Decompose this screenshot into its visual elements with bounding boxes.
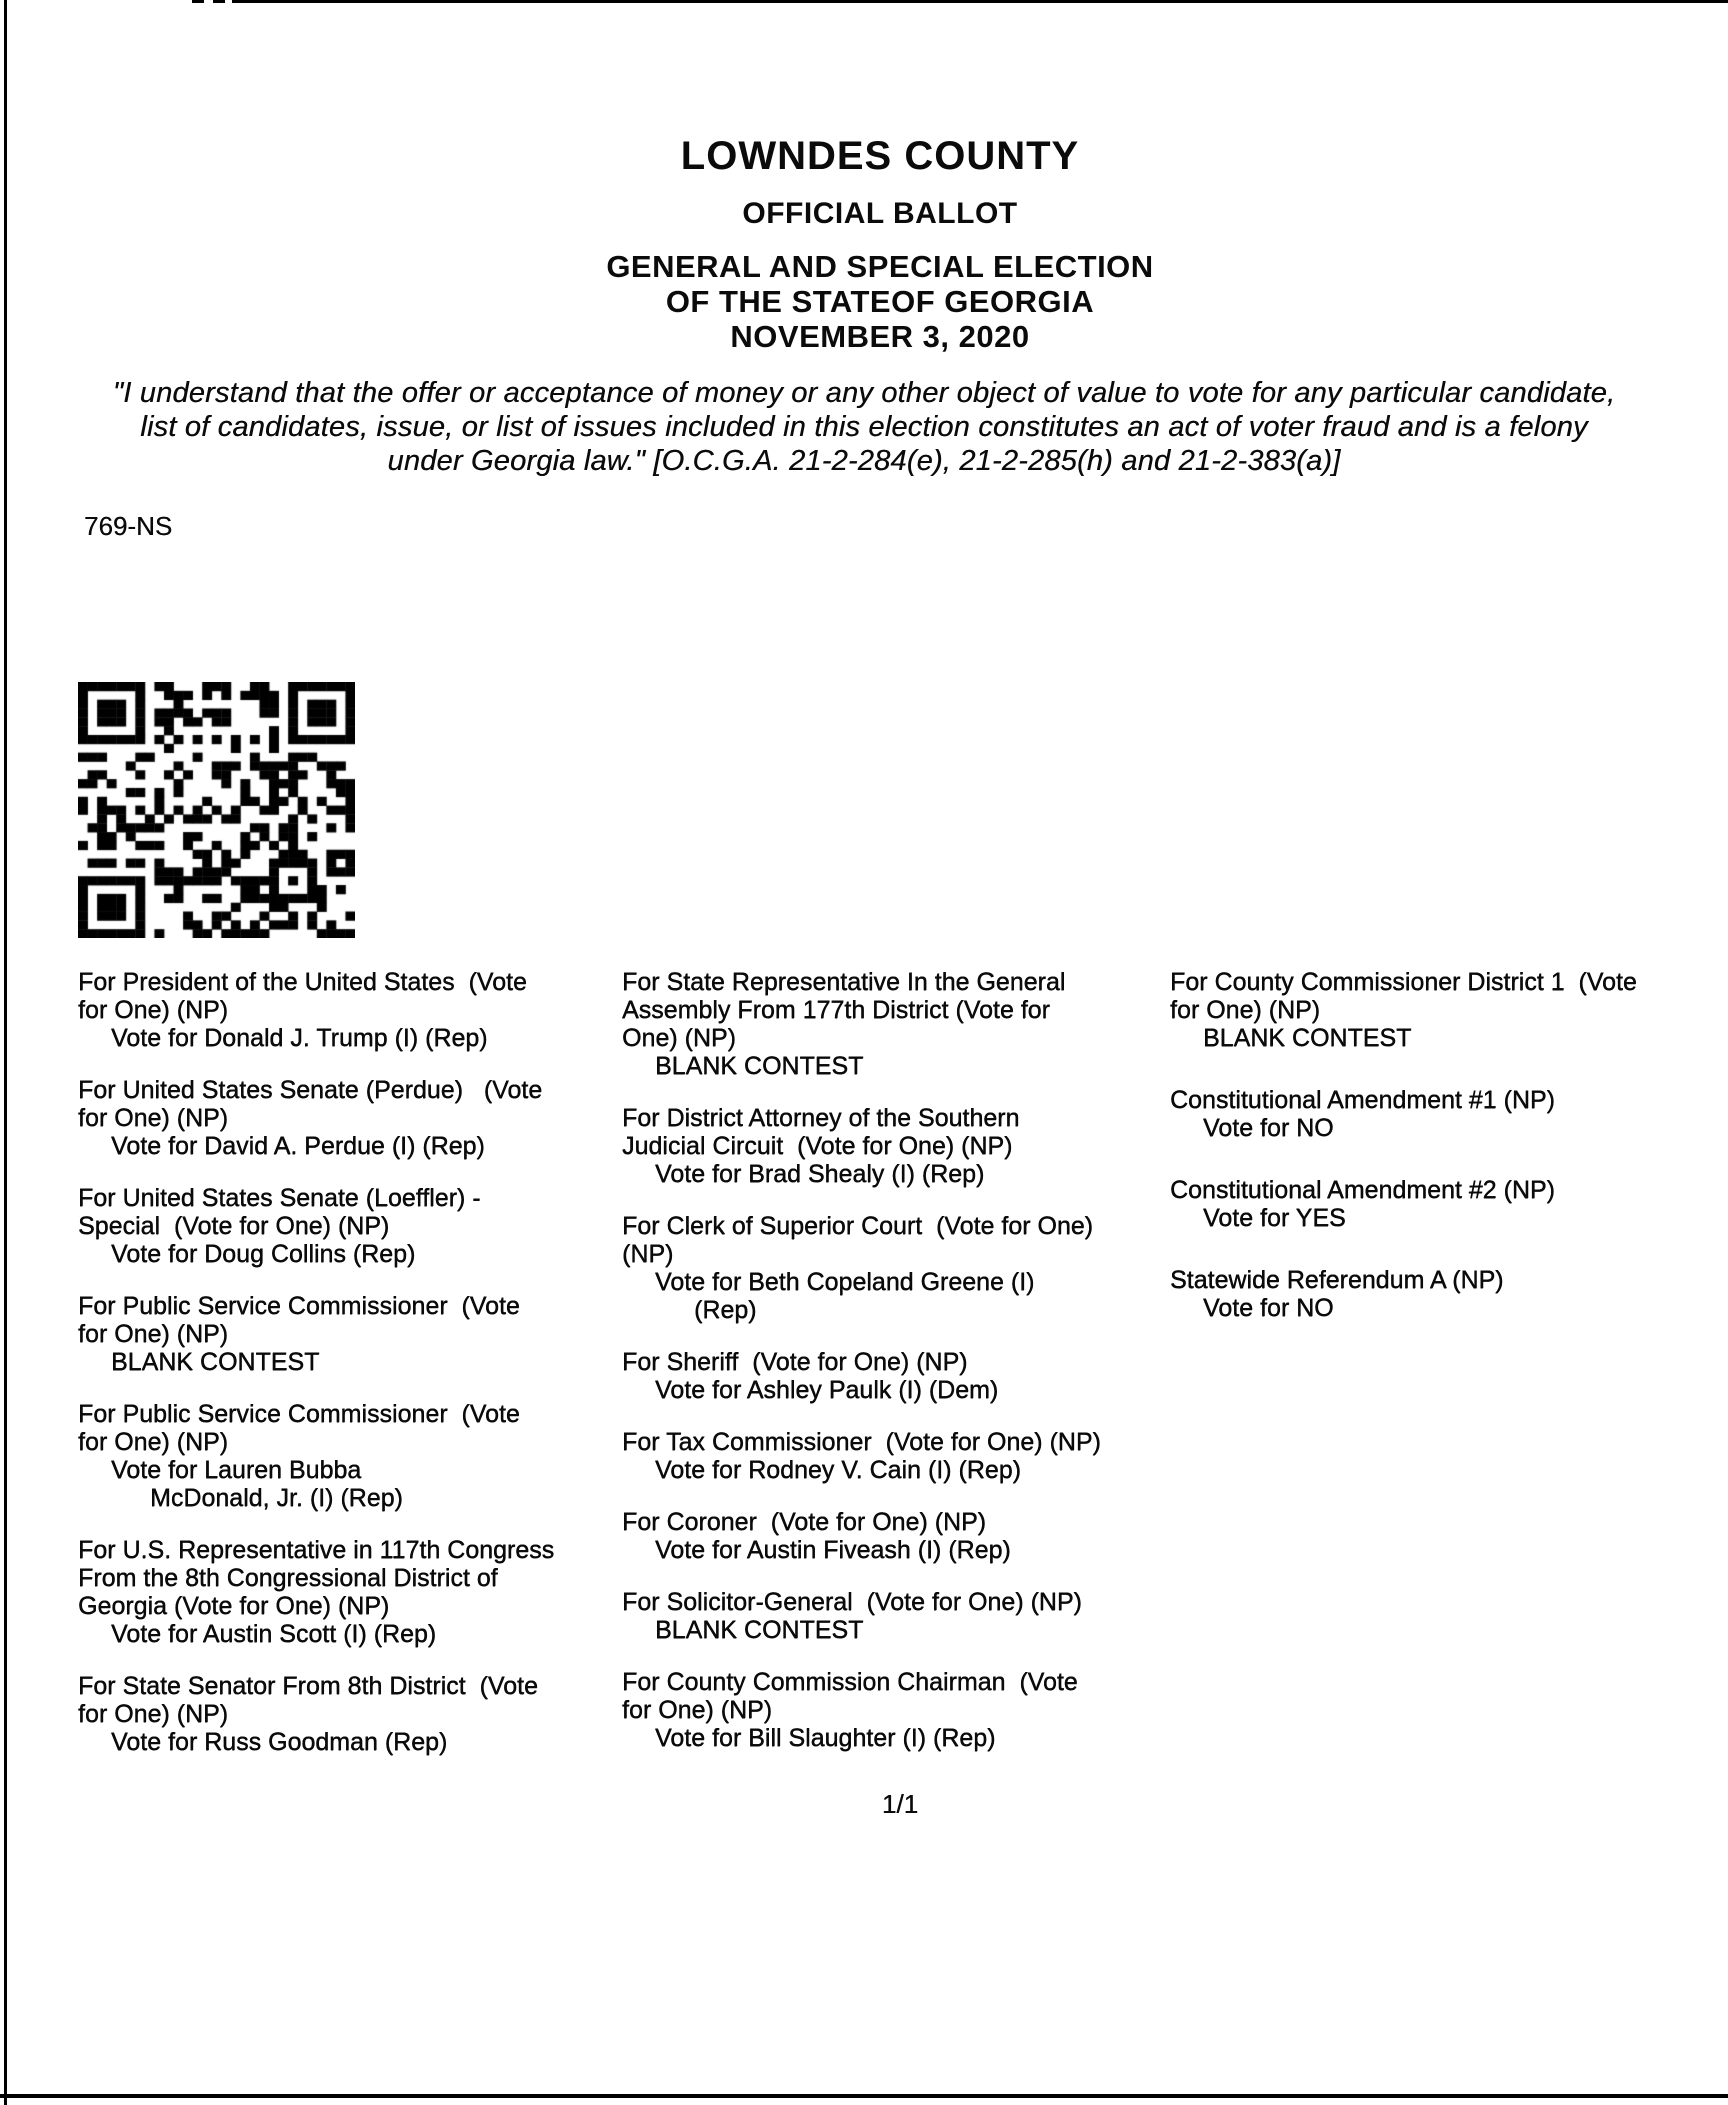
- contest-title-line: One) (NP): [622, 1024, 736, 1052]
- page-border-top-dashed: [192, 0, 234, 3]
- contest-block: [1170, 1266, 1728, 1322]
- contest-title-line: For Solicitor-General (Vote for One) (NP): [622, 1588, 1082, 1616]
- contest-block: [622, 1588, 1170, 1644]
- contest-block: [622, 1348, 1170, 1404]
- vote-line: Vote for David A. Perdue (I) (Rep): [111, 1132, 485, 1160]
- ballot-style-code: 769-NS: [84, 511, 173, 541]
- contest-block: [78, 1536, 623, 1648]
- disclaimer-line-3: under Georgia law." [O.C.G.A. 21-2-284(e), 21-2-285(h) and 21-2-383(a)]: [387, 445, 1341, 477]
- contest-block: [622, 1212, 1170, 1324]
- contest-block: [78, 1184, 623, 1268]
- vote-line: Vote for Doug Collins (Rep): [111, 1240, 416, 1268]
- contest-title-line: for One) (NP): [78, 1700, 229, 1728]
- contest-title-line: Georgia (Vote for One) (NP): [78, 1592, 390, 1620]
- election-title-line3: NOVEMBER 3, 2020: [730, 319, 1030, 354]
- contest-title-line: For District Attorney of the Southern: [622, 1104, 1020, 1132]
- vote-line: Vote for Brad Shealy (I) (Rep): [655, 1160, 985, 1188]
- contest-title-line: For State Senator From 8th District (Vote: [78, 1672, 538, 1700]
- contest-block: [622, 968, 1170, 1080]
- ballot-type-title: OFFICIAL BALLOT: [742, 197, 1018, 230]
- page-number: 1/1: [881, 1789, 919, 1819]
- contest-title-line: For County Commission Chairman (Vote: [622, 1668, 1078, 1696]
- vote-line: Vote for Austin Scott (I) (Rep): [111, 1620, 437, 1648]
- vote-line: BLANK CONTEST: [655, 1052, 864, 1080]
- vote-line: Vote for NO: [1203, 1114, 1334, 1142]
- contest-title-line: for One) (NP): [78, 996, 229, 1024]
- contest-block: [1170, 1176, 1728, 1232]
- vote-line: Vote for Ashley Paulk (I) (Dem): [655, 1376, 999, 1404]
- contest-title-line: for One) (NP): [78, 1428, 229, 1456]
- contest-block: [78, 1292, 623, 1376]
- vote-line: Vote for NO: [1203, 1294, 1334, 1322]
- ballot-column-3: [1170, 968, 1728, 1356]
- contest-title-line: Constitutional Amendment #2 (NP): [1170, 1176, 1555, 1204]
- contest-title-line: Statewide Referendum A (NP): [1170, 1266, 1504, 1294]
- contest-block: [78, 1400, 623, 1512]
- county-title: LOWNDES COUNTY: [680, 134, 1080, 178]
- contest-block: [1170, 1086, 1728, 1142]
- contest-title-line: For Public Service Commissioner (Vote: [78, 1292, 520, 1320]
- page-border-bottom: [0, 2094, 1728, 2098]
- contest-title-line: For United States Senate (Loeffler) -: [78, 1184, 481, 1212]
- contest-title-line: For Clerk of Superior Court (Vote for One): [622, 1212, 1094, 1240]
- contest-title-line: For President of the United States (Vote: [78, 968, 527, 996]
- contest-title-line: For Public Service Commissioner (Vote: [78, 1400, 520, 1428]
- contest-title-line: for One) (NP): [622, 1696, 773, 1724]
- contest-title-line: For Tax Commissioner (Vote for One) (NP): [622, 1428, 1101, 1456]
- vote-line: Vote for Beth Copeland Greene (I): [655, 1268, 1035, 1296]
- contest-title-line: From the 8th Congressional District of: [78, 1564, 498, 1592]
- vote-line: Vote for Lauren Bubba: [111, 1456, 362, 1484]
- vote-line: McDonald, Jr. (I) (Rep): [150, 1484, 403, 1512]
- contest-title-line: For United States Senate (Perdue) (Vote: [78, 1076, 543, 1104]
- contest-title-line: for One) (NP): [1170, 996, 1321, 1024]
- contest-title-line: For Coroner (Vote for One) (NP): [622, 1508, 987, 1536]
- disclaimer-line-2: list of candidates, issue, or list of issues included in this election constitutes an act of voter fraud and is a felony: [140, 411, 1588, 443]
- vote-line: Vote for Russ Goodman (Rep): [111, 1728, 448, 1756]
- contest-title-line: For County Commissioner District 1 (Vote: [1170, 968, 1637, 996]
- contest-title-line: For U.S. Representative in 117th Congress: [78, 1536, 555, 1564]
- vote-line: BLANK CONTEST: [655, 1616, 864, 1644]
- election-title-line1: GENERAL AND SPECIAL ELECTION: [606, 249, 1154, 284]
- contest-block: [622, 1508, 1170, 1564]
- election-title-line2: OF THE STATEOF GEORGIA: [665, 284, 1095, 319]
- contest-title-line: Judicial Circuit (Vote for One) (NP): [622, 1132, 1013, 1160]
- contest-block: [78, 1076, 623, 1160]
- vote-line: Vote for Bill Slaughter (I) (Rep): [655, 1724, 996, 1752]
- ballot-column-1: [78, 968, 623, 1780]
- contest-block: [622, 1428, 1170, 1484]
- contest-title-line: for One) (NP): [78, 1320, 229, 1348]
- vote-line: Vote for Donald J. Trump (I) (Rep): [111, 1024, 488, 1052]
- contest-title-line: Assembly From 177th District (Vote for: [622, 996, 1050, 1024]
- disclaimer-line-1: "I understand that the offer or acceptance of money or any other object of value to vote for any particular candidate,: [112, 377, 1616, 409]
- vote-line: Vote for YES: [1203, 1204, 1346, 1232]
- page-border-left: [4, 0, 7, 2105]
- contest-title-line: (NP): [622, 1240, 674, 1268]
- contest-block: [78, 1672, 623, 1756]
- contest-block: [78, 968, 623, 1052]
- contest-title-line: for One) (NP): [78, 1104, 229, 1132]
- vote-line: Vote for Austin Fiveash (I) (Rep): [655, 1536, 1011, 1564]
- ballot-column-2: [622, 968, 1170, 1776]
- contest-block: [622, 1668, 1170, 1752]
- vote-line: BLANK CONTEST: [111, 1348, 320, 1376]
- contest-title-line: For Sheriff (Vote for One) (NP): [622, 1348, 968, 1376]
- contest-title-line: For State Representative In the General: [622, 968, 1066, 996]
- vote-line: Vote for Rodney V. Cain (I) (Rep): [655, 1456, 1021, 1484]
- vote-line: BLANK CONTEST: [1203, 1024, 1412, 1052]
- contest-title-line: Constitutional Amendment #1 (NP): [1170, 1086, 1555, 1114]
- qr-code-icon: [78, 682, 355, 938]
- vote-line: (Rep): [694, 1296, 757, 1324]
- contest-block: [1170, 968, 1728, 1052]
- contest-title-line: Special (Vote for One) (NP): [78, 1212, 390, 1240]
- contest-block: [622, 1104, 1170, 1188]
- page-border-top: [232, 0, 1728, 3]
